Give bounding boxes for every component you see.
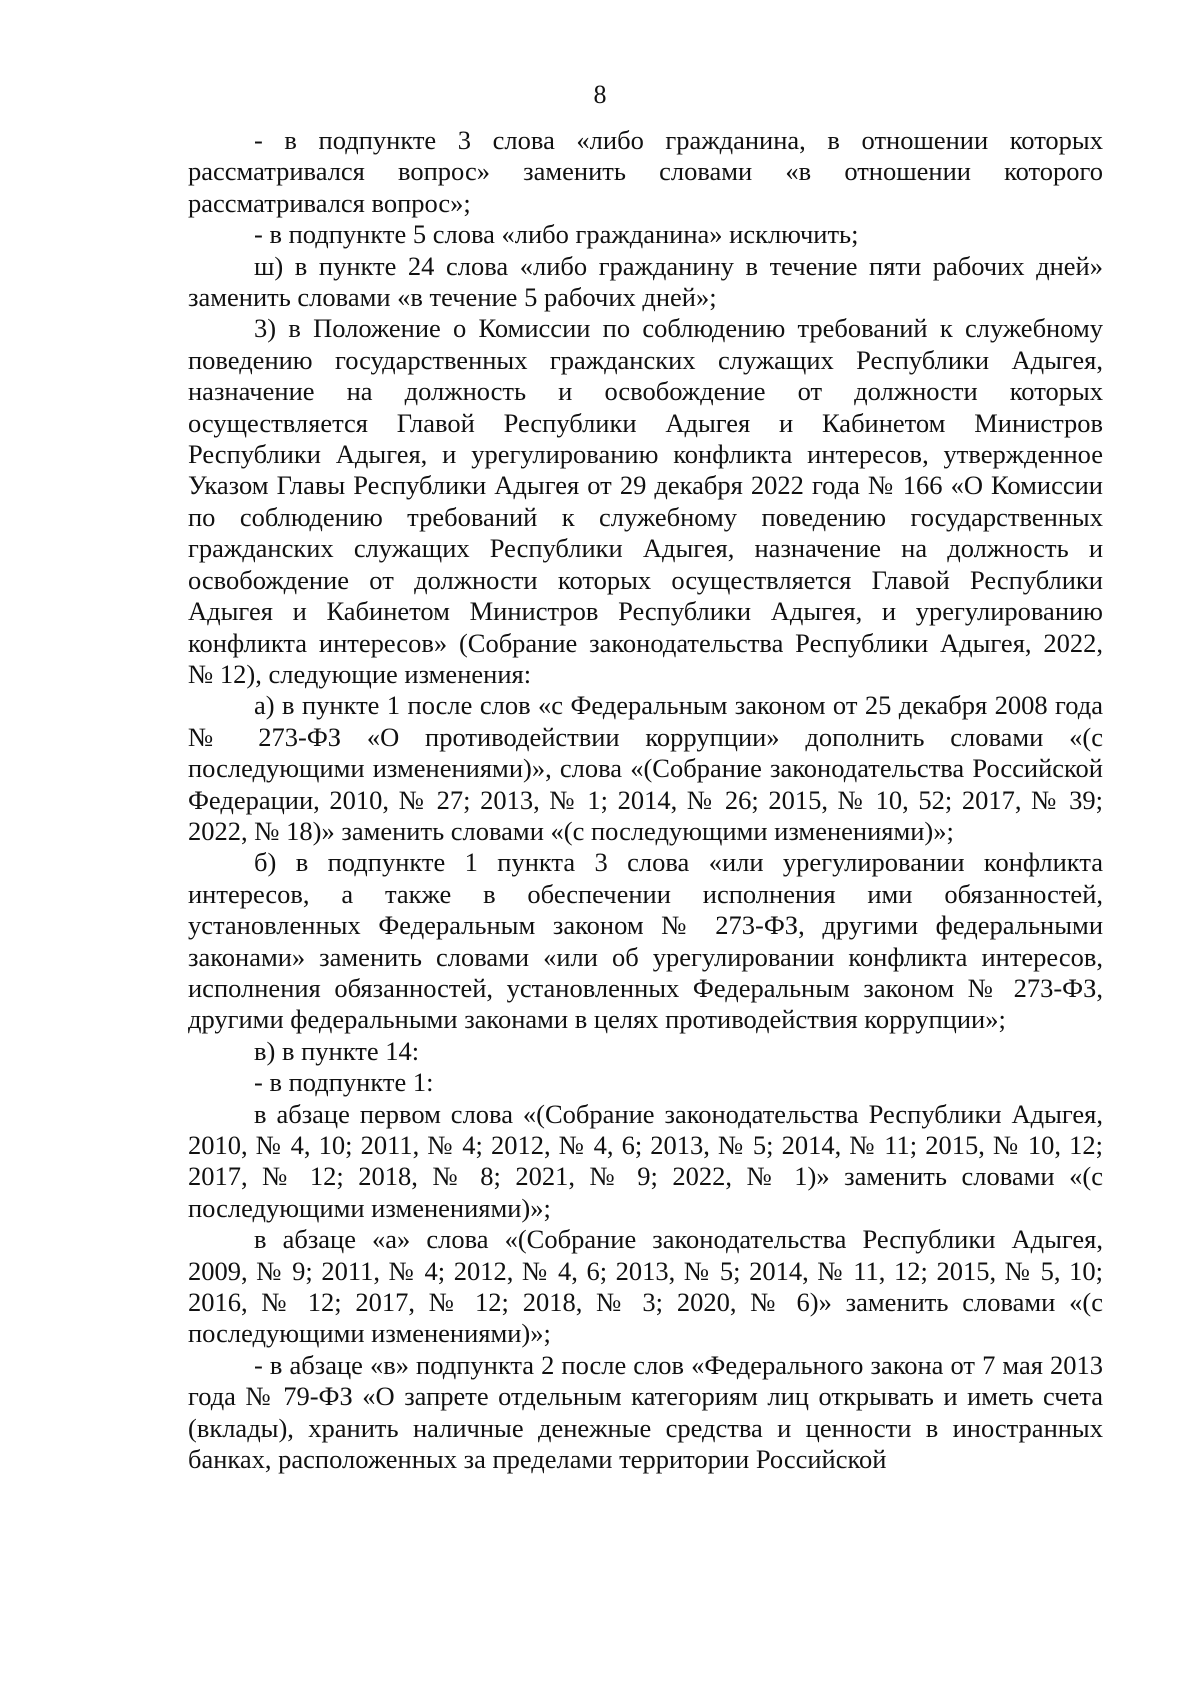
page-number: 8 [593, 80, 607, 109]
paragraph: а) в пункте 1 после слов «с Федеральным законом от 25 декабря 2008 года № 273-ФЗ «О противодействии коррупции» дополнить словами «(с последующими изменениями)», слова «(Собрание законодательства Российской Федерации, 2010, № 27; 2013, № 1; 2014, № 26; 2015, № 10, 52; 2017, № 39; 2022, № 18)» заменить словами «(с последующими изменениями)»; [188, 690, 1103, 846]
paragraph: - в подпункте 1: [254, 1067, 434, 1098]
document-body [188, 125, 1103, 1475]
paragraph: - в подпункте 5 слова «либо гражданина» исключить; [254, 219, 859, 250]
paragraph: б) в подпункте 1 пункта 3 слова «или урегулировании конфликта интересов, а также в обеспечении исполнения ими обязанностей, установленных Федеральным законом № 273-ФЗ, другими федеральными законами» заменить словами «или об урегулировании конфликта интересов, исполнения обязанностей, установленных Федеральным законом № 273-ФЗ, другими федеральными законами в целях противодействия коррупции»; [188, 847, 1103, 1035]
paragraph: в абзаце первом слова «(Собрание законодательства Республики Адыгея, 2010, № 4, 10; 2011, № 4; 2012, № 4, 6; 2013, № 5; 2014, № 11; 2015, № 10, 12; 2017, № 12; 2018, № 8; 2021, № 9; 2022, № 1)» заменить словами «(с последующими изменениями)»; [188, 1098, 1103, 1223]
paragraph: 3) в Положение о Комиссии по соблюдению требований к служебному поведению государственных гражданских служащих Республики Адыгея, назначение на должность и освобождение от должности которых осуществляется Главой Республики Адыгея и Кабинетом Министров Республики Адыгея, и урегулированию конфликта интересов, утвержденное Указом Главы Республики Адыгея от 29 декабря 2022 года № 166 «О Комиссии по соблюдению требований к служебному поведению государственных гражданских служащих Республики Адыгея, назначение на должность и освобождение от должности которых осуществляется Главой Республики Адыгея и Кабинетом Министров Республики Адыгея, и урегулированию конфликта интересов» (Собрание законодательства Республики Адыгея, 2022, № 12), следующие изменения: [188, 313, 1103, 689]
paragraph: в) в пункте 14: [254, 1035, 420, 1066]
paragraph: - в абзаце «в» подпункта 2 после слов «Федерального закона от 7 мая 2013 года № 79-ФЗ «О запрете отдельным категориям лиц открывать и иметь счета (вклады), хранить наличные денежные средства и ценности в иностранных банках, расположенных за пределами территории Российской [188, 1349, 1103, 1475]
paragraph: - в подпункте 3 слова «либо гражданина, в отношении которых рассматривался вопрос» заменить словами «в отношении которого рассматривался вопрос»; [188, 125, 1103, 218]
paragraph: в абзаце «а» слова «(Собрание законодательства Республики Адыгея, 2009, № 9; 2011, № 4; 2012, № 4, 6; 2013, № 5; 2014, № 11, 12; 2015, № 5, 10; 2016, № 12; 2017, № 12; 2018, № 3; 2020, № 6)» заменить словами «(с последующими изменениями)»; [188, 1224, 1103, 1349]
paragraph: ш) в пункте 24 слова «либо гражданину в течение пяти рабочих дней» заменить словами «в течение 5 рабочих дней»; [188, 250, 1103, 313]
